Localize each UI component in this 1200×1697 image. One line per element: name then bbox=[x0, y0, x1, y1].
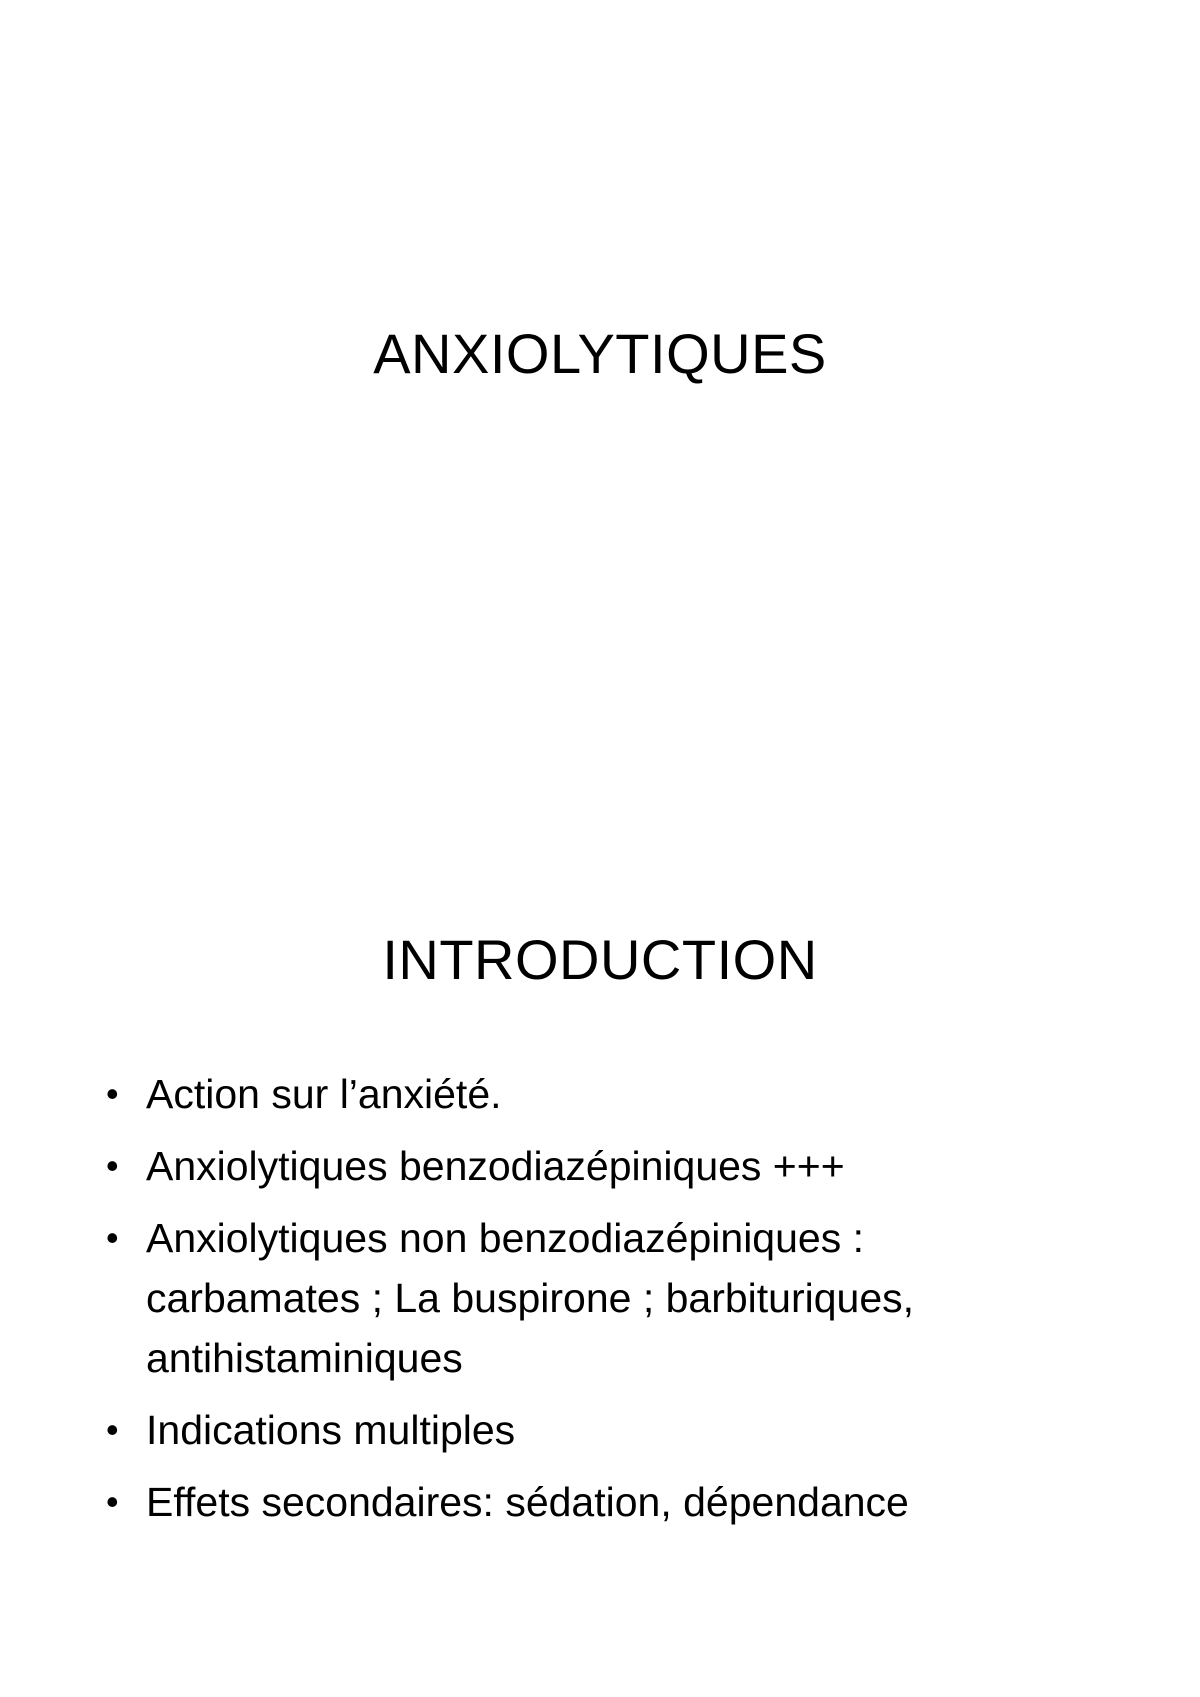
bullet-text: Anxiolytiques non benzodiazépiniques : carbamates ; La buspirone ; barbituriques, antihistaminiques bbox=[146, 1215, 915, 1381]
bullet-text: Anxiolytiques benzodiazépiniques +++ bbox=[146, 1143, 845, 1189]
list-item bbox=[100, 1136, 1060, 1196]
list-item bbox=[100, 1208, 1060, 1388]
bullet-list bbox=[100, 1064, 1060, 1544]
bullet-icon: • bbox=[106, 1217, 119, 1258]
slide-title-page bbox=[0, 0, 1200, 840]
bullet-icon: • bbox=[106, 1409, 119, 1450]
list-item bbox=[100, 1064, 1060, 1124]
bullet-text: Indications multiples bbox=[146, 1407, 516, 1453]
list-item bbox=[100, 1472, 1060, 1532]
bullet-icon: • bbox=[106, 1481, 119, 1522]
slide-title: ANXIOLYTIQUES bbox=[373, 322, 827, 385]
slide-introduction bbox=[0, 840, 1200, 1697]
list-item bbox=[100, 1400, 1060, 1460]
bullet-text: Action sur l’anxiété. bbox=[146, 1071, 502, 1117]
bullet-icon: • bbox=[106, 1145, 119, 1186]
bullet-icon: • bbox=[106, 1073, 119, 1114]
section-title: INTRODUCTION bbox=[382, 928, 818, 991]
bullet-text: Effets secondaires: sédation, dépendance bbox=[146, 1479, 909, 1525]
